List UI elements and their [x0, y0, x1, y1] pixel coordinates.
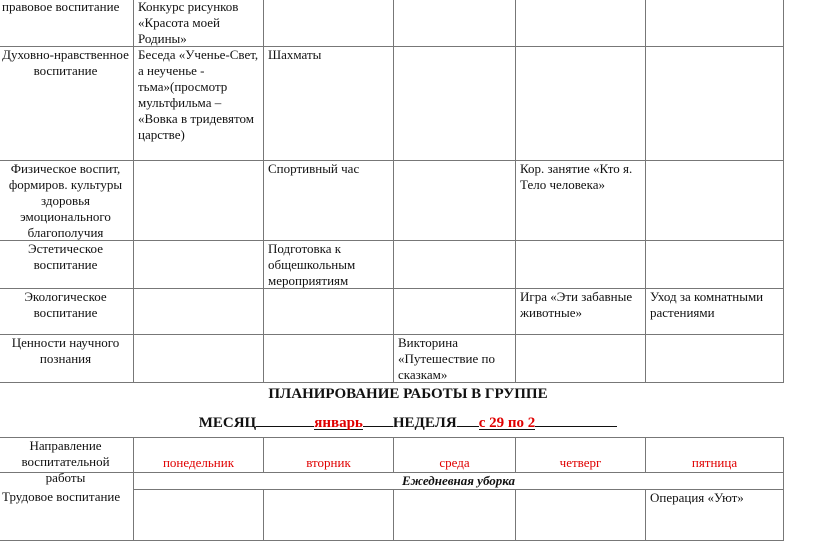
activity-cell — [645, 160, 784, 241]
activity-cell — [263, 489, 394, 541]
activity-cell — [645, 46, 784, 161]
activity-cell: Подготовка к общешкольным мероприятиям — [263, 240, 394, 289]
activity-cell: Операция «Уют» — [645, 489, 784, 541]
direction-cell: Трудовое воспитание — [0, 472, 134, 541]
activity-cell — [133, 240, 264, 289]
activity-cell — [393, 46, 516, 161]
activity-cell — [515, 489, 646, 541]
activity-cell: Шахматы — [263, 46, 394, 161]
activity-cell: Спортивный час — [263, 160, 394, 241]
activity-cell: Викторина «Путешествие по сказкам» — [393, 334, 516, 383]
direction-cell: Ценности научного познания — [0, 334, 134, 383]
activity-cell — [393, 489, 516, 541]
activity-cell: Беседа «Ученье-Свет, а неученье - тьма»(просмотр мультфильма – «Вовка в тридевятом царстве) — [133, 46, 264, 161]
activity-cell — [263, 334, 394, 383]
activity-cell — [133, 160, 264, 241]
direction-cell: Эстетическое воспитание — [0, 240, 134, 289]
activity-cell — [133, 489, 264, 541]
activity-cell — [645, 0, 784, 47]
header-day: понедельник — [133, 437, 264, 473]
activity-cell — [645, 334, 784, 383]
header-day: вторник — [263, 437, 394, 473]
activity-cell — [393, 288, 516, 335]
week-value: с 29 по 2 — [478, 415, 536, 431]
activity-cell — [515, 0, 646, 47]
header-day: среда — [393, 437, 516, 473]
activity-cell — [515, 240, 646, 289]
activity-cell: Уход за комнатными растениями — [645, 288, 784, 335]
month-value: январь — [314, 415, 363, 431]
activity-cell — [515, 46, 646, 161]
direction-cell: Духовно-нравственное воспитание — [0, 46, 134, 161]
activity-cell — [515, 334, 646, 383]
activity-cell — [263, 0, 394, 47]
header-day: пятница — [645, 437, 784, 473]
direction-cell: правовое воспитание — [0, 0, 134, 47]
activity-cell: Игра «Эти забавные животные» — [515, 288, 646, 335]
direction-cell: Физическое воспит, формиров. культуры здоровья эмоционального благополучия — [0, 160, 134, 241]
activity-cell — [263, 288, 394, 335]
activity-cell — [393, 160, 516, 241]
activity-cell: Кор. занятие «Кто я. Тело человека» — [515, 160, 646, 241]
activity-cell — [133, 288, 264, 335]
activity-cell — [645, 240, 784, 289]
page-heading: ПЛАНИРОВАНИЕ РАБОТЫ В ГРУППЕ — [268, 386, 548, 402]
activity-cell — [133, 334, 264, 383]
activity-cell: Конкурс рисунков «Красота моей Родины» — [133, 0, 264, 47]
activity-cell — [393, 240, 516, 289]
period-line — [0, 410, 816, 433]
daily-note: Ежедневная уборка — [133, 472, 784, 490]
header-day: четверг — [515, 437, 646, 473]
direction-cell: Экологическое воспитание — [0, 288, 134, 335]
week-label: НЕДЕЛЯ — [392, 415, 457, 431]
activity-cell — [393, 0, 516, 47]
header-direction: Направление воспитательной работы — [0, 437, 134, 473]
month-label: МЕСЯЦ — [198, 415, 257, 431]
